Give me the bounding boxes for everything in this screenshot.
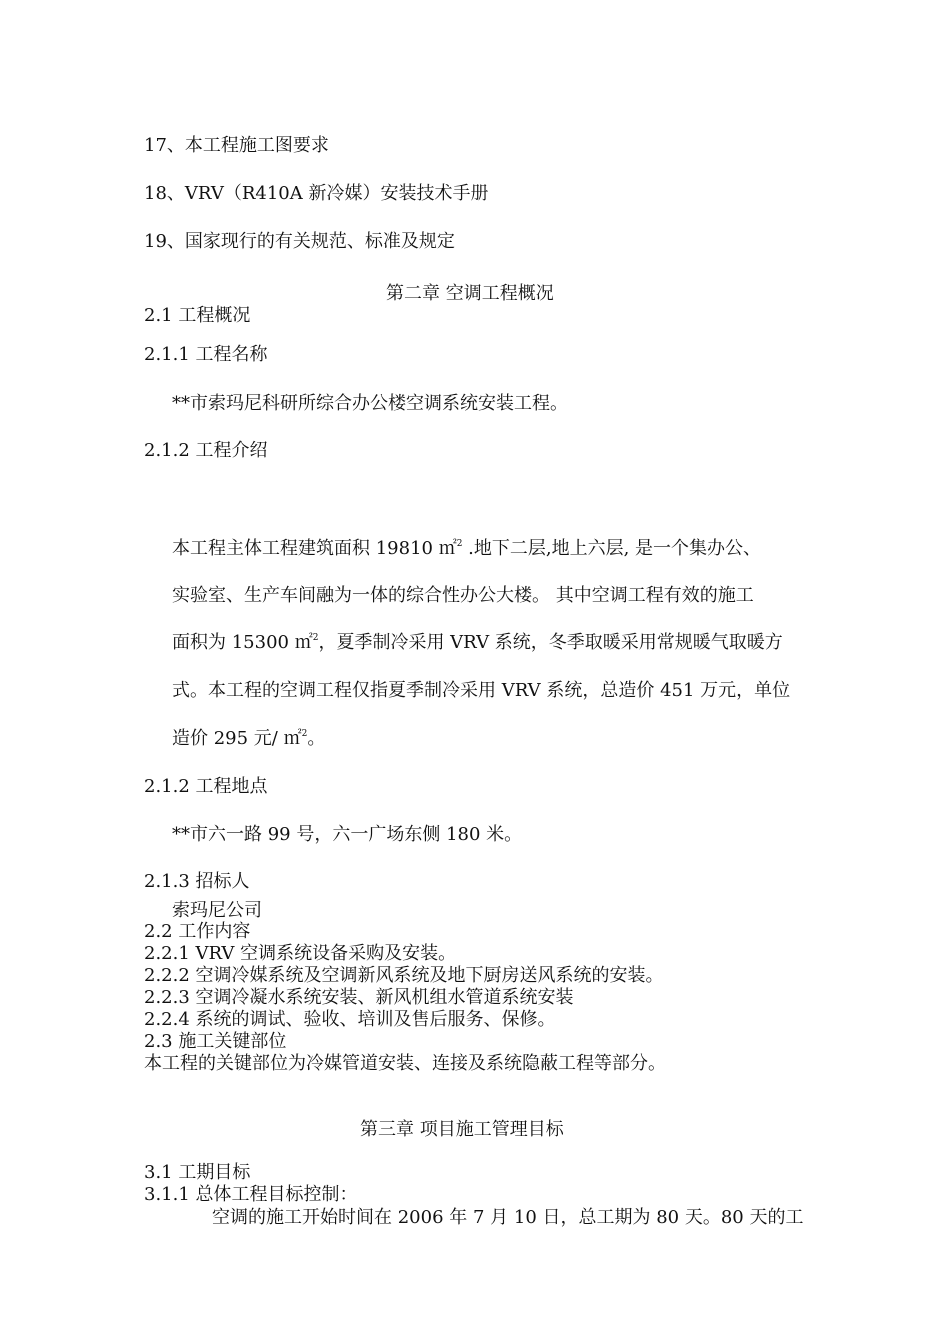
intro-line-4: 式。本工程的空调工程仅指夏季制冷采用 VRV 系统，总造价 451 万元，单位: [172, 680, 791, 701]
ref-item-18: 18、VRV（R410A 新冷媒）安装技术手册: [144, 183, 489, 204]
section-2-1-2-location-heading: 2.1.2 工程地点: [144, 776, 268, 797]
project-location: **市六一路 99 号，六一广场东侧 180 米。: [172, 824, 523, 845]
intro-line-3: 面积为 15300 ㎡$^2$，夏季制冷采用 VRV 系统，冬季取暖采用常规暖气取暖方: [172, 632, 783, 653]
tenderer-name: 索玛尼公司: [172, 900, 262, 921]
section-2-1-2-heading: 2.1.2 工程介绍: [144, 440, 268, 461]
intro-line-2: 实验室、生产车间融为一体的综合性办公大楼。 其中空调工程有效的施工: [172, 585, 754, 606]
schedule-paragraph: 空调的施工开始时间在 2006 年 7 月 10 日，总工期为 80 天。80 天的工: [212, 1207, 804, 1228]
work-item-3: 2.2.3 空调冷凝水系统安装、新风机组水管道系统安装: [144, 987, 574, 1008]
chapter-2-title: 第二章 空调工程概况: [386, 283, 554, 304]
section-2-3-heading: 2.3 施工关键部位: [144, 1031, 287, 1052]
section-3-1-heading: 3.1 工期目标: [144, 1162, 251, 1183]
intro-line-1: 本工程主体工程建筑面积 19810 ㎡$^2$ .地下二层,地上六层, 是一个集办公、: [172, 538, 762, 559]
section-2-1-1-heading: 2.1.1 工程名称: [144, 344, 268, 365]
intro-line-5: 造价 295 元/ ㎡$^2$。: [172, 728, 326, 749]
ref-item-17: 17、本工程施工图要求: [144, 135, 329, 156]
work-item-2: 2.2.2 空调冷媒系统及空调新风系统及地下厨房送风系统的安装。: [144, 965, 664, 986]
ref-item-19: 19、国家现行的有关规范、标准及规定: [144, 231, 455, 252]
section-2-2-heading: 2.2 工作内容: [144, 921, 251, 942]
section-2-1-heading: 2.1 工程概况: [144, 305, 251, 326]
key-parts-text: 本工程的关键部位为冷媒管道安装、连接及系统隐蔽工程等部分。: [144, 1053, 666, 1074]
work-item-4: 2.2.4 系统的调试、验收、培训及售后服务、保修。: [144, 1009, 556, 1030]
section-2-1-3-heading: 2.1.3 招标人: [144, 871, 250, 892]
work-item-1: 2.2.1 VRV 空调系统设备采购及安装。: [144, 943, 457, 964]
section-3-1-1-heading: 3.1.1 总体工程目标控制：: [144, 1184, 358, 1205]
chapter-3-title: 第三章 项目施工管理目标: [360, 1119, 564, 1140]
project-name: **市索玛尼科研所综合办公楼空调系统安装工程。: [172, 393, 568, 414]
